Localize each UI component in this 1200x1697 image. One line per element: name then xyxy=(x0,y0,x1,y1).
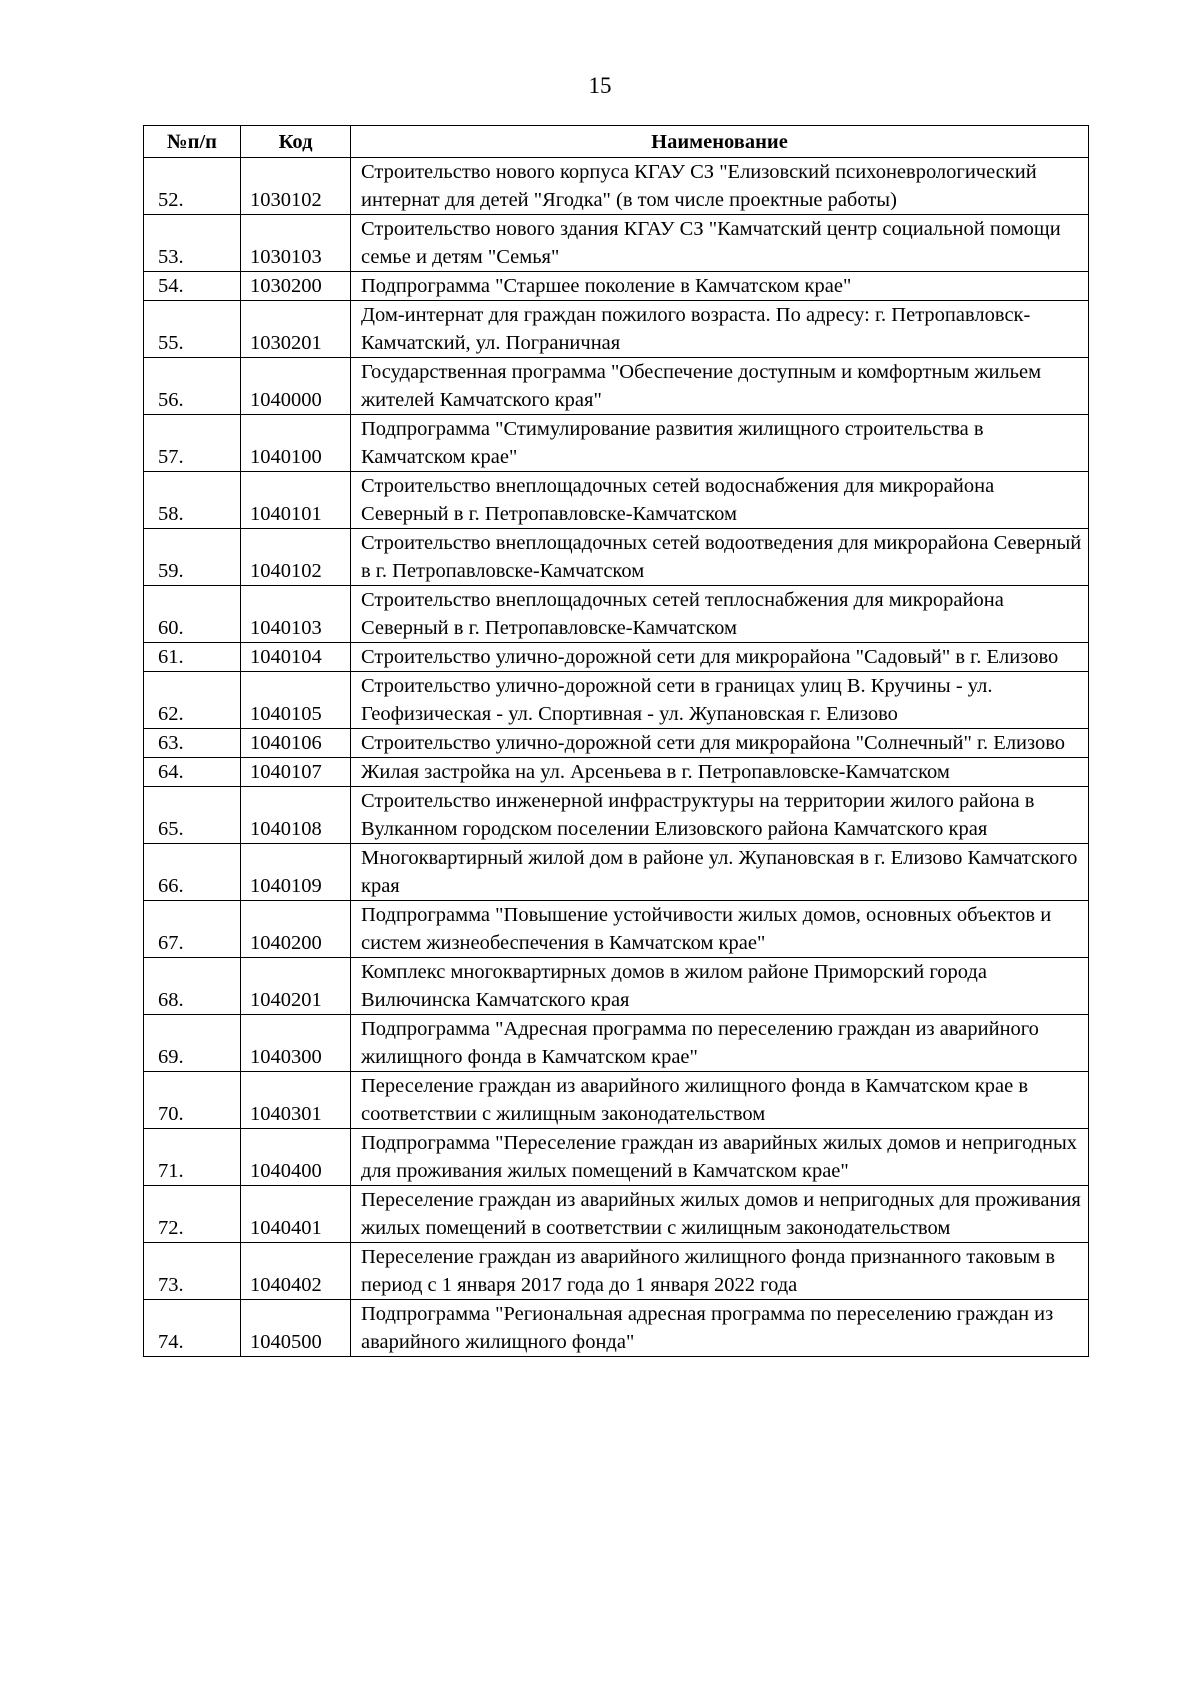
row-number-cell: 61. xyxy=(144,643,241,672)
row-name-cell: Строительство нового корпуса КГАУ СЗ "Елизовский психоневрологический интернат для детей "Ягодка" (в том числе проектные работы) xyxy=(351,158,1089,215)
table-row xyxy=(144,529,1089,586)
row-number-cell: 72. xyxy=(144,1186,241,1243)
row-number-cell: 57. xyxy=(144,415,241,472)
row-name-cell: Подпрограмма "Переселение граждан из аварийных жилых домов и непригодных для проживания жилых помещений в Камчатском крае" xyxy=(351,1129,1089,1186)
table-row xyxy=(144,586,1089,643)
row-code-cell: 1040500 xyxy=(241,1300,351,1357)
row-code-cell: 1040200 xyxy=(241,901,351,958)
row-name-cell: Строительство внеплощадочных сетей теплоснабжения для микрорайона Северный в г. Петропавловске-Камчатском xyxy=(351,586,1089,643)
row-number-cell: 70. xyxy=(144,1072,241,1129)
row-name-cell: Подпрограмма "Повышение устойчивости жилых домов, основных объектов и систем жизнеобеспечения в Камчатском крае" xyxy=(351,901,1089,958)
row-code-cell: 1030102 xyxy=(241,158,351,215)
row-name-cell: Строительство улично-дорожной сети для микрорайона "Садовый" в г. Елизово xyxy=(351,643,1089,672)
row-number-cell: 66. xyxy=(144,844,241,901)
row-name-cell: Комплекс многоквартирных домов в жилом районе Приморский города Вилючинска Камчатского края xyxy=(351,958,1089,1015)
row-code-cell: 1040104 xyxy=(241,643,351,672)
row-code-cell: 1040105 xyxy=(241,672,351,729)
row-number-cell: 67. xyxy=(144,901,241,958)
registry-table xyxy=(143,125,1089,1357)
row-code-cell: 1040400 xyxy=(241,1129,351,1186)
row-code-cell: 1040103 xyxy=(241,586,351,643)
row-name-cell: Государственная программа "Обеспечение доступным и комфортным жильем жителей Камчатского края" xyxy=(351,358,1089,415)
row-number-cell: 65. xyxy=(144,787,241,844)
row-code-cell: 1040100 xyxy=(241,415,351,472)
row-number-cell: 64. xyxy=(144,758,241,787)
row-name-cell: Строительство внеплощадочных сетей водоснабжения для микрорайона Северный в г. Петропавловске-Камчатском xyxy=(351,472,1089,529)
row-name-cell: Переселение граждан из аварийного жилищного фонда в Камчатском крае в соответствии с жилищным законодательством xyxy=(351,1072,1089,1129)
row-number-cell: 74. xyxy=(144,1300,241,1357)
row-name-cell: Строительство нового здания КГАУ СЗ "Камчатский центр социальной помощи семье и детям "Семья" xyxy=(351,215,1089,272)
row-number-cell: 68. xyxy=(144,958,241,1015)
header-name: Наименование xyxy=(351,126,1089,158)
table-row xyxy=(144,1129,1089,1186)
row-code-cell: 1030103 xyxy=(241,215,351,272)
table-row xyxy=(144,1072,1089,1129)
row-number-cell: 54. xyxy=(144,272,241,301)
row-name-cell: Переселение граждан из аварийного жилищного фонда признанного таковым в период с 1 января 2017 года до 1 января 2022 года xyxy=(351,1243,1089,1300)
row-code-cell: 1040101 xyxy=(241,472,351,529)
table-row xyxy=(144,158,1089,215)
row-code-cell: 1040108 xyxy=(241,787,351,844)
row-number-cell: 56. xyxy=(144,358,241,415)
row-code-cell: 1040402 xyxy=(241,1243,351,1300)
table-row xyxy=(144,415,1089,472)
table-row xyxy=(144,358,1089,415)
page-number: 15 xyxy=(588,73,612,98)
row-number-cell: 52. xyxy=(144,158,241,215)
row-name-cell: Многоквартирный жилой дом в районе ул. Жупановская в г. Елизово Камчатского края xyxy=(351,844,1089,901)
row-number-cell: 69. xyxy=(144,1015,241,1072)
row-number-cell: 53. xyxy=(144,215,241,272)
row-number-cell: 58. xyxy=(144,472,241,529)
table-row xyxy=(144,1015,1089,1072)
table-row xyxy=(144,472,1089,529)
row-name-cell: Строительство улично-дорожной сети в границах улиц В. Кручины - ул. Геофизическая - ул. Спортивная - ул. Жупановская г. Елизово xyxy=(351,672,1089,729)
row-number-cell: 55. xyxy=(144,301,241,358)
row-code-cell: 1040201 xyxy=(241,958,351,1015)
table-row xyxy=(144,787,1089,844)
row-code-cell: 1040106 xyxy=(241,729,351,758)
table-row xyxy=(144,1243,1089,1300)
table-row xyxy=(144,729,1089,758)
row-name-cell: Строительство внеплощадочных сетей водоотведения для микрорайона Северный в г. Петропавловске-Камчатском xyxy=(351,529,1089,586)
row-number-cell: 59. xyxy=(144,529,241,586)
row-number-cell: 63. xyxy=(144,729,241,758)
table-row xyxy=(144,215,1089,272)
table-row xyxy=(144,844,1089,901)
row-name-cell: Подпрограмма "Адресная программа по переселению граждан из аварийного жилищного фонда в Камчатском крае" xyxy=(351,1015,1089,1072)
row-name-cell: Подпрограмма "Стимулирование развития жилищного строительства в Камчатском крае" xyxy=(351,415,1089,472)
table-row xyxy=(144,272,1089,301)
row-name-cell: Строительство улично-дорожной сети для микрорайона "Солнечный" г. Елизово xyxy=(351,729,1089,758)
table-row xyxy=(144,301,1089,358)
table-body xyxy=(144,158,1089,1357)
row-code-cell: 1040107 xyxy=(241,758,351,787)
table-row xyxy=(144,643,1089,672)
row-code-cell: 1040000 xyxy=(241,358,351,415)
row-code-cell: 1040401 xyxy=(241,1186,351,1243)
row-number-cell: 73. xyxy=(144,1243,241,1300)
header-num: №п/п xyxy=(144,126,241,158)
row-number-cell: 71. xyxy=(144,1129,241,1186)
table-row xyxy=(144,901,1089,958)
row-number-cell: 62. xyxy=(144,672,241,729)
row-code-cell: 1040102 xyxy=(241,529,351,586)
table-row xyxy=(144,758,1089,787)
table-header-row xyxy=(144,126,1089,158)
table-row xyxy=(144,1300,1089,1357)
row-name-cell: Переселение граждан из аварийных жилых домов и непригодных для проживания жилых помещений в соответствии с жилищным законодательством xyxy=(351,1186,1089,1243)
row-name-cell: Дом-интернат для граждан пожилого возраста. По адресу: г. Петропавловск-Камчатский, ул. Пограничная xyxy=(351,301,1089,358)
row-name-cell: Строительство инженерной инфраструктуры на территории жилого района в Вулканном городском поселении Елизовского района Камчатского края xyxy=(351,787,1089,844)
row-code-cell: 1040109 xyxy=(241,844,351,901)
header-code: Код xyxy=(241,126,351,158)
row-name-cell: Жилая застройка на ул. Арсеньева в г. Петропавловске-Камчатском xyxy=(351,758,1089,787)
row-code-cell: 1030201 xyxy=(241,301,351,358)
table-row xyxy=(144,958,1089,1015)
table-row xyxy=(144,672,1089,729)
table-row xyxy=(144,1186,1089,1243)
row-name-cell: Подпрограмма "Региональная адресная программа по переселению граждан из аварийного жилищного фонда" xyxy=(351,1300,1089,1357)
row-code-cell: 1030200 xyxy=(241,272,351,301)
row-code-cell: 1040300 xyxy=(241,1015,351,1072)
row-code-cell: 1040301 xyxy=(241,1072,351,1129)
row-name-cell: Подпрограмма "Старшее поколение в Камчатском крае" xyxy=(351,272,1089,301)
row-number-cell: 60. xyxy=(144,586,241,643)
